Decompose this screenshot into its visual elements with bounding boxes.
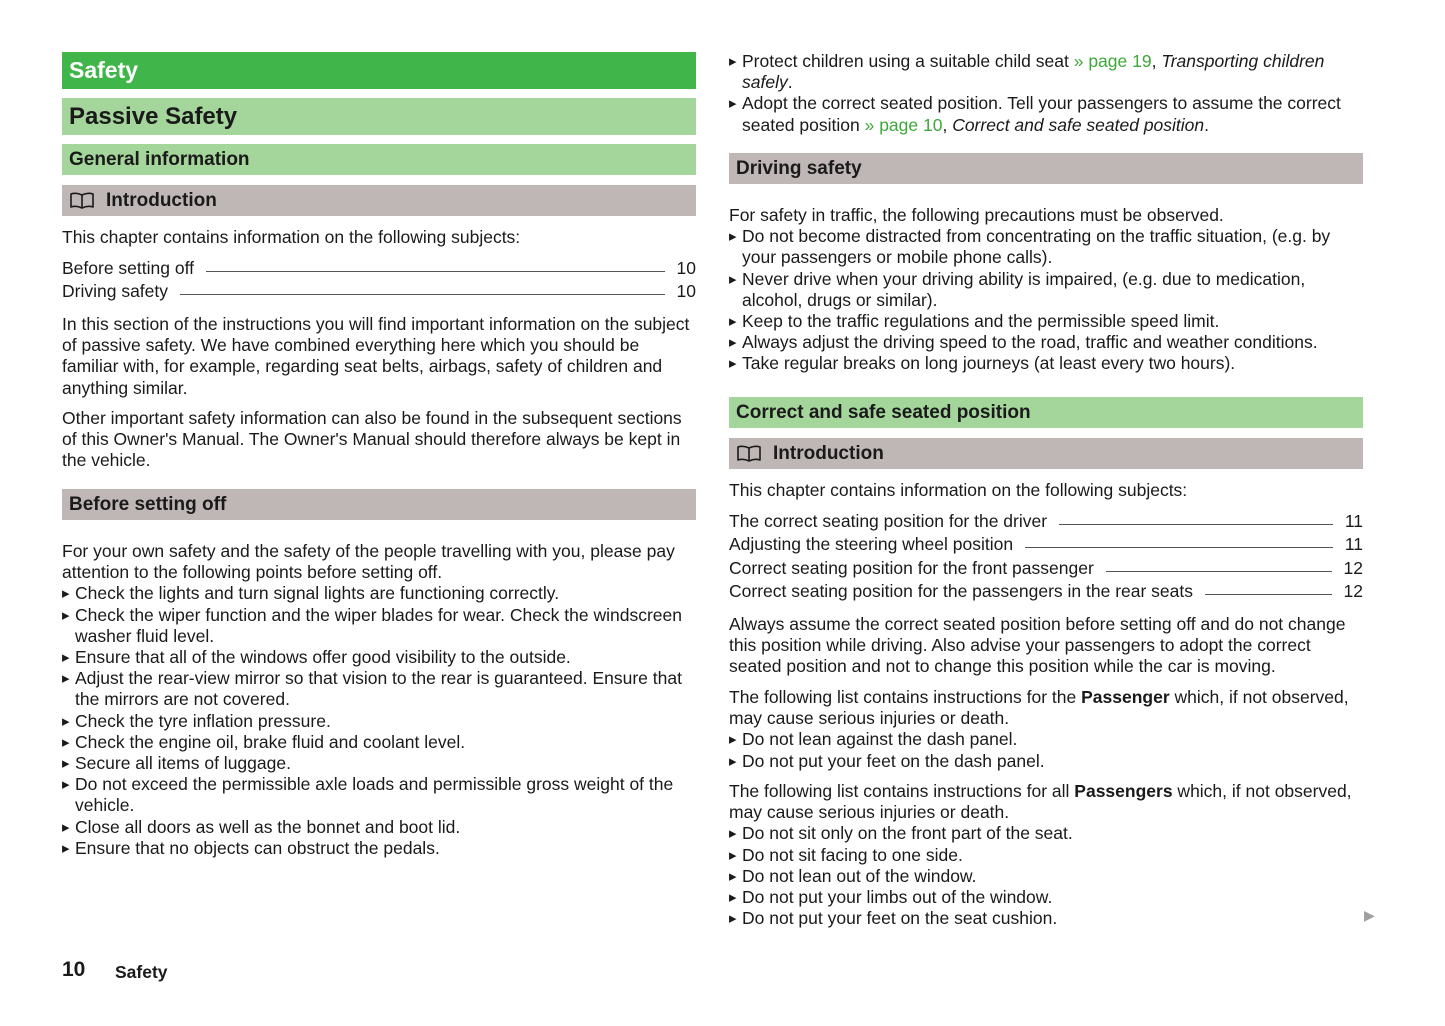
passenger-intro-bold: Passenger bbox=[1081, 687, 1170, 707]
passengers-list bbox=[729, 823, 1363, 929]
list-item: ▸ Do not exceed the permissible axle loads and permissible gross weight of the vehicle. bbox=[62, 774, 696, 816]
heading-driving-safety-text: Driving safety bbox=[736, 157, 862, 179]
passengers-section bbox=[729, 781, 1363, 929]
toc-label: Adjusting the steering wheel position bbox=[729, 534, 1014, 554]
book-icon bbox=[69, 192, 95, 210]
chapter-heading-passive-safety bbox=[62, 98, 696, 135]
section-heading-safety bbox=[62, 52, 696, 89]
child-seat-list-section bbox=[729, 51, 1363, 136]
page-number: 10 bbox=[62, 958, 86, 981]
heading-before-setting-off-text: Before setting off bbox=[69, 493, 227, 515]
toc-page-number: 11 bbox=[1344, 510, 1363, 531]
before-setting-off-section bbox=[62, 541, 696, 859]
driving-safety-list bbox=[729, 226, 1363, 374]
list-item: ▸ Take regular breaks on long journeys (at least every two hours). bbox=[729, 353, 1363, 374]
before-setting-off-list bbox=[62, 583, 696, 859]
list-item: ▸ Do not sit only on the front part of the seat. bbox=[729, 823, 1363, 844]
passengers-intro bbox=[729, 781, 1363, 823]
heading-general-information-text: General information bbox=[69, 148, 250, 170]
toc-page-number: 12 bbox=[1343, 581, 1363, 601]
list-item: ▸ Do not put your feet on the seat cushion. bbox=[729, 908, 1363, 929]
toc-leader-line bbox=[1059, 524, 1333, 525]
toc-leader-line bbox=[1205, 594, 1332, 595]
list-item-text: Adopt the correct seated position. Tell your passengers to assume the correct seated position bbox=[742, 93, 1341, 135]
toc-list bbox=[62, 255, 696, 302]
page-link[interactable]: » page 19 bbox=[1073, 51, 1152, 71]
list-item: ▸ Always adjust the driving speed to the road, traffic and weather conditions. bbox=[729, 332, 1363, 353]
paragraph-other-info: Other important safety information can also be found in the subsequent sections of this Owner's Manual. The Owner's Manual should therefore always be kept in the vehicle. bbox=[62, 408, 682, 471]
toc-page-number: 12 bbox=[1343, 557, 1363, 578]
reference-title: Correct and safe seated position bbox=[952, 114, 1205, 135]
separator: , bbox=[1151, 51, 1162, 71]
list-item: ▸ Adjust the rear-view mirror so that vision to the rear is guaranteed. Ensure that the mirrors are not covered. bbox=[62, 668, 696, 710]
paragraph-passive-safety: In this section of the instructions you will find important information on the subject of passive safety. We have combined everything here which you should be familiar with, for example, regarding seat belts, airbags, safety of children and anything similar. bbox=[62, 314, 690, 398]
heading-correct-seated-position bbox=[729, 397, 1363, 428]
driving-safety-section bbox=[729, 205, 1363, 375]
heading-correct-seated-position-text: Correct and safe seated position bbox=[736, 401, 1031, 423]
reference-title: Transporting children safely bbox=[742, 51, 1325, 93]
heading-general-information bbox=[62, 144, 696, 175]
list-item bbox=[729, 93, 1363, 135]
toc-leader-line bbox=[206, 271, 665, 272]
list-item: ▸ Ensure that no objects can obstruct the pedals. bbox=[62, 838, 696, 859]
toc-label: Driving safety bbox=[62, 281, 169, 301]
period: . bbox=[787, 72, 793, 93]
toc-row[interactable] bbox=[729, 579, 1363, 603]
toc-label: The correct seating position for the driver bbox=[729, 510, 1048, 531]
intro-text-2: This chapter contains information on the following subjects: bbox=[729, 480, 1188, 500]
section-heading-safety-text: Safety bbox=[69, 57, 139, 83]
list-item: ▸ Do not put your limbs out of the window. bbox=[729, 887, 1363, 908]
continue-arrow-icon: ▶ bbox=[1364, 907, 1375, 923]
before-setting-off-text: For your own safety and the safety of the people travelling with you, please pay attention to the following points before setting off. bbox=[62, 541, 675, 583]
passengers-intro-bold: Passengers bbox=[1074, 781, 1173, 801]
list-item: ▸ Never drive when your driving ability is impaired, (e.g. due to medication, alcohol, drugs or similar). bbox=[729, 269, 1363, 311]
list-item: ▸ Do not become distracted from concentrating on the traffic situation, (e.g. by your passengers or mobile phone calls). bbox=[729, 226, 1363, 268]
toc-row[interactable] bbox=[62, 255, 696, 279]
list-item: ▸ Close all doors as well as the bonnet and boot lid. bbox=[62, 817, 696, 838]
intro-text: This chapter contains information on the following subjects: bbox=[62, 227, 521, 247]
list-item: ▸ Do not put your feet on the dash panel. bbox=[729, 751, 1363, 772]
list-item: ▸ Check the tyre inflation pressure. bbox=[62, 711, 696, 732]
toc-label: Before setting off bbox=[62, 257, 194, 278]
list-item: ▸ Check the wiper function and the wiper blades for wear. Check the windscreen washer fluid level. bbox=[62, 605, 696, 647]
passenger-intro-post: which, if not observed, may cause serious injuries or death. bbox=[729, 687, 1349, 729]
child-seat-list bbox=[729, 51, 1363, 136]
paragraph-seated-position: Always assume the correct seated position before setting off and do not change this position while driving. Also advise your passengers to adopt the correct seated position and not to change this position while the car is moving. bbox=[729, 614, 1346, 677]
list-item: ▸ Keep to the traffic regulations and the permissible speed limit. bbox=[729, 311, 1363, 332]
toc-list-2 bbox=[729, 508, 1363, 602]
heading-introduction bbox=[62, 185, 696, 216]
toc-label: Correct seating position for the passengers in the rear seats bbox=[729, 581, 1193, 601]
passengers-intro-pre: The following list contains instructions for all bbox=[729, 781, 1075, 801]
toc-leader-line bbox=[1106, 571, 1332, 572]
footer-section-title: Safety bbox=[115, 962, 168, 982]
list-item bbox=[729, 51, 1363, 93]
heading-introduction-2 bbox=[729, 438, 1363, 469]
heading-introduction-text: Introduction bbox=[106, 189, 217, 211]
list-item: ▸ Check the engine oil, brake fluid and coolant level. bbox=[62, 732, 696, 753]
toc-label: Correct seating position for the front passenger bbox=[729, 557, 1094, 578]
list-item: ▸ Ensure that all of the windows offer good visibility to the outside. bbox=[62, 647, 696, 668]
toc-row[interactable] bbox=[729, 532, 1363, 556]
list-item: ▸ Check the lights and turn signal lights are functioning correctly. bbox=[62, 583, 696, 604]
page-link[interactable]: » page 10 bbox=[864, 114, 943, 135]
heading-introduction-2-text: Introduction bbox=[773, 442, 884, 464]
period: . bbox=[1204, 114, 1210, 135]
passenger-intro-pre: The following list contains instructions for the bbox=[729, 687, 1082, 707]
separator: , bbox=[942, 114, 953, 135]
toc-leader-line bbox=[180, 294, 665, 295]
list-item: ▸ Do not sit facing to one side. bbox=[729, 845, 1363, 866]
passengers-intro-post: which, if not observed, may cause serious injuries or death. bbox=[729, 781, 1352, 823]
list-item: ▸ Do not lean against the dash panel. bbox=[729, 729, 1363, 750]
passenger-intro bbox=[729, 687, 1363, 729]
list-item: ▸ Secure all items of luggage. bbox=[62, 753, 696, 774]
heading-before-setting-off bbox=[62, 489, 696, 520]
driving-safety-text: For safety in traffic, the following precautions must be observed. bbox=[729, 205, 1224, 225]
list-item: ▸ Do not lean out of the window. bbox=[729, 866, 1363, 887]
toc-page-number: 10 bbox=[676, 281, 696, 301]
toc-row[interactable] bbox=[729, 555, 1363, 579]
toc-row[interactable] bbox=[729, 508, 1363, 532]
toc-page-number: 10 bbox=[676, 257, 696, 278]
heading-driving-safety bbox=[729, 153, 1363, 184]
book-icon bbox=[736, 445, 762, 463]
list-item-text: Protect children using a suitable child seat bbox=[742, 51, 1074, 71]
toc-leader-line bbox=[1025, 547, 1333, 548]
toc-row[interactable] bbox=[62, 279, 696, 303]
toc-page-number: 11 bbox=[1344, 534, 1363, 554]
passenger-list bbox=[729, 729, 1363, 771]
passenger-section bbox=[729, 687, 1363, 772]
chapter-heading-passive-safety-text: Passive Safety bbox=[69, 102, 238, 130]
